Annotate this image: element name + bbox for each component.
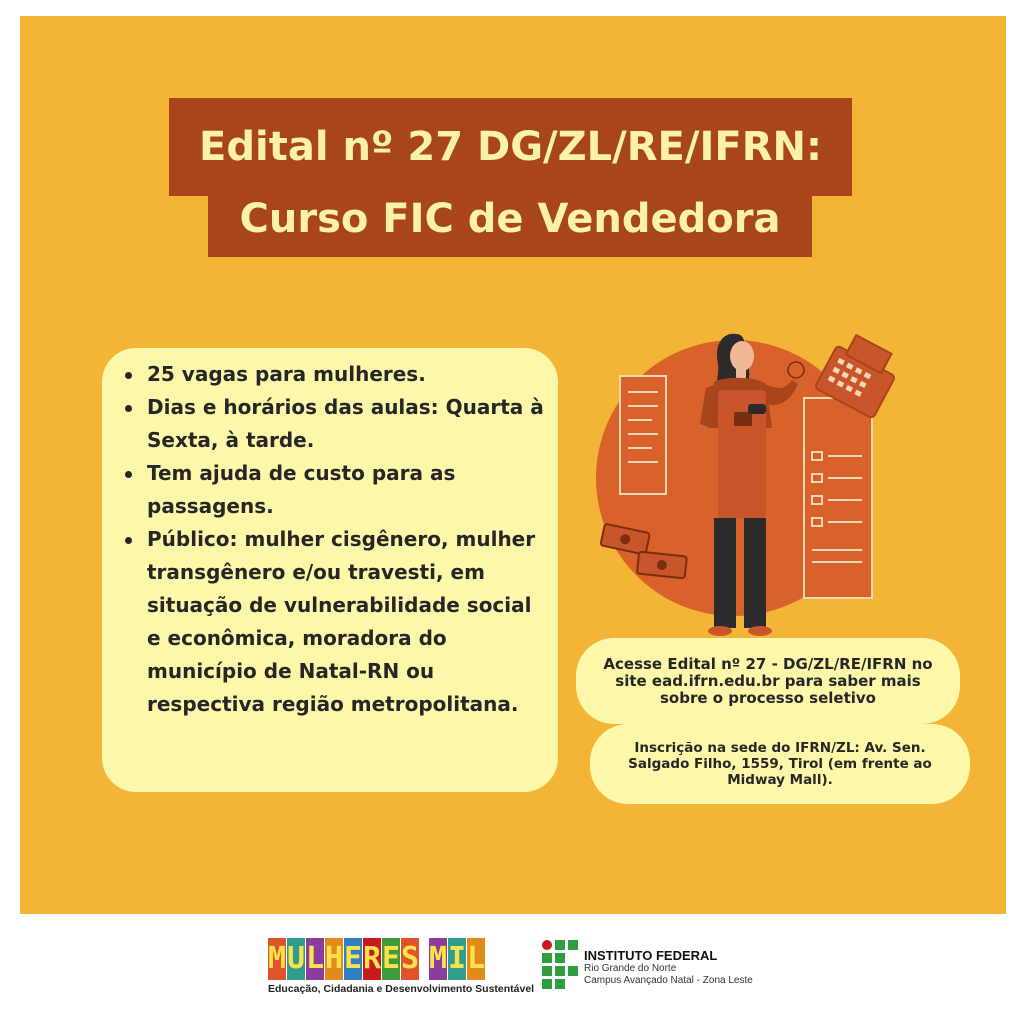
ifrn-logo xyxy=(542,940,802,1000)
info-item-vagas: 25 vagas para mulheres. xyxy=(122,358,544,391)
ifrn-campus: Campus Avançado Natal - Zona Leste xyxy=(584,975,753,986)
notice-inscricao-address: Inscrição na sede do IFRN/ZL: Av. Sen. Salgado Filho, 1559, Tirol (em frente ao Midway Mall). xyxy=(590,724,970,804)
info-list xyxy=(122,358,544,721)
ifrn-text xyxy=(584,948,753,987)
saleswoman-illustration xyxy=(596,318,916,640)
title-line-1: Edital nº 27 DG/ZL/RE/IFRN: xyxy=(169,98,852,196)
info-box xyxy=(102,348,558,792)
money-bill-icon-2 xyxy=(637,552,687,579)
notice-edital-link: Acesse Edital nº 27 - DG/ZL/RE/IFRN no site ead.ifrn.edu.br para saber mais sobre o processo seletivo xyxy=(576,638,960,724)
title-line-2: Curso FIC de Vendedora xyxy=(208,181,812,257)
mulheres-mil-wordmark: M U L H E R E S M I L xyxy=(268,938,510,980)
mulheres-mil-logo xyxy=(268,938,535,1000)
info-item-ajuda-custo: Tem ajuda de custo para as passagens. xyxy=(122,457,544,523)
ifrn-grid-icon xyxy=(542,940,578,990)
ifrn-name: INSTITUTO FEDERAL xyxy=(584,948,718,963)
info-item-horarios: Dias e horários das aulas: Quarta à Sexta, à tarde. xyxy=(122,391,544,457)
receipt-right xyxy=(804,398,872,598)
mulheres-mil-tagline: Educação, Cidadania e Desenvolvimento Sustentável xyxy=(268,983,535,995)
ifrn-state: Rio Grande do Norte xyxy=(584,963,677,974)
info-item-publico: Público: mulher cisgênero, mulher transgênero e/ou travesti, em situação de vulnerabilidade social e econômica, moradora do município de Natal-RN ou respectiva região metropolitana. xyxy=(122,523,544,721)
